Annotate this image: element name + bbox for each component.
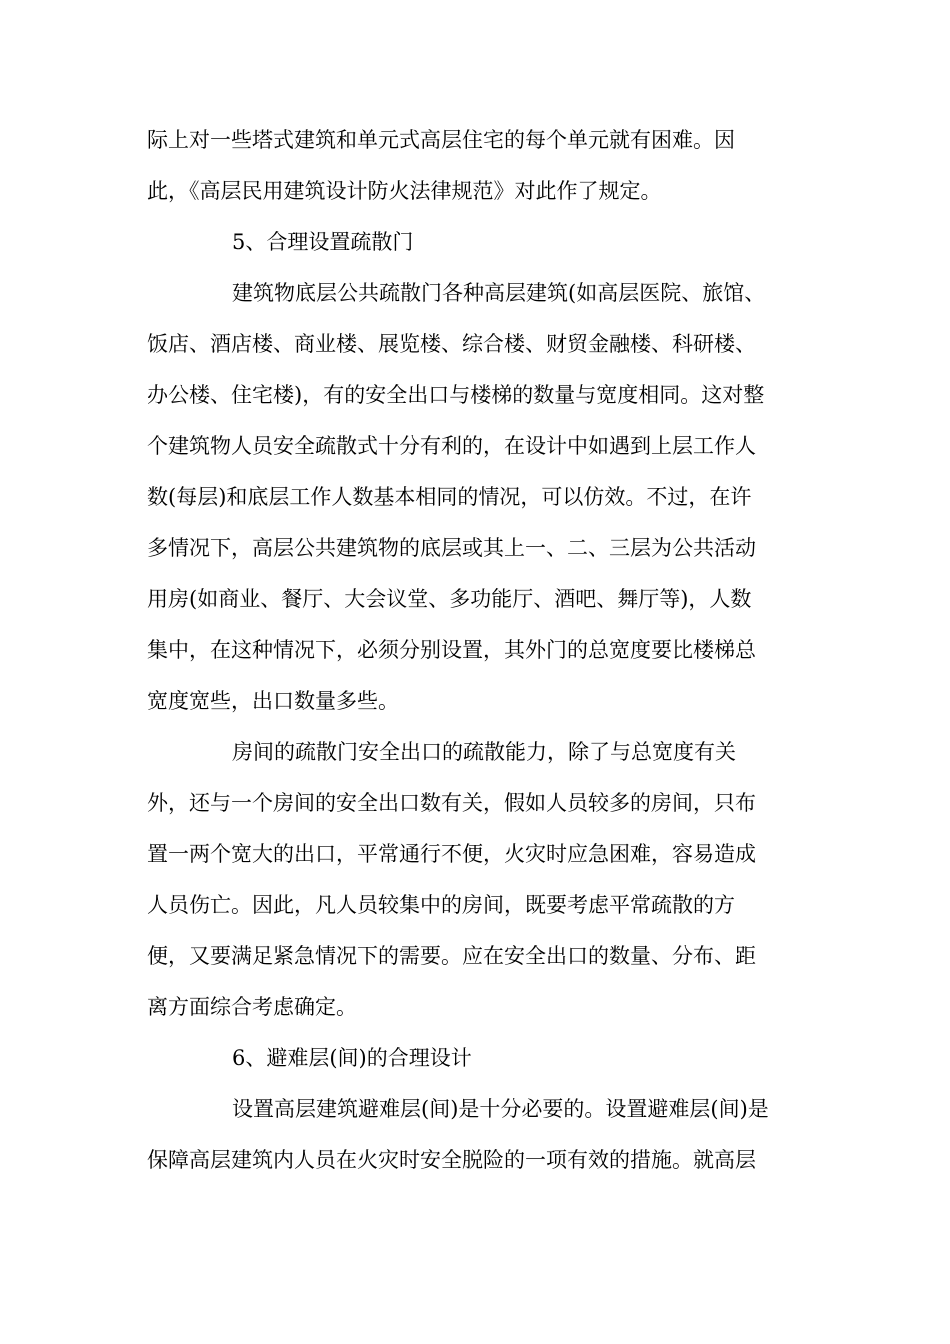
section-heading: 5、合理设置疏散门 bbox=[232, 230, 414, 254]
text-line: 人员伤亡。因此，凡人员较集中的房间，既要考虑平常疏散的方 bbox=[147, 893, 735, 917]
text-line: 此，《高层民用建筑设计防火法律规范》对此作了规定。 bbox=[147, 179, 662, 203]
text-line: 际上对一些塔式建筑和单元式高层住宅的每个单元就有困难。因 bbox=[147, 128, 735, 152]
text-line: 集中，在这种情况下，必须分别设置，其外门的总宽度要比楼梯总 bbox=[147, 638, 756, 662]
text-line: 饭店、酒店楼、商业楼、展览楼、综合楼、财贸金融楼、科研楼、 bbox=[147, 332, 756, 356]
text-line: 置一两个宽大的出口，平常通行不便，火灾时应急困难，容易造成 bbox=[147, 842, 756, 866]
text-line: 房间的疏散门安全出口的疏散能力，除了与总宽度有关 bbox=[232, 740, 736, 764]
text-line: 设置高层建筑避难层(间)是十分必要的。设置避难层(间)是 bbox=[232, 1097, 769, 1121]
text-line: 外，还与一个房间的安全出口数有关，假如人员较多的房间，只布 bbox=[147, 791, 756, 815]
text-line: 便，又要满足紧急情况下的需要。应在安全出口的数量、分布、距 bbox=[147, 944, 756, 968]
section-heading: 6、避难层(间)的合理设计 bbox=[232, 1046, 472, 1070]
text-line: 离方面综合考虑确定。 bbox=[147, 995, 357, 1019]
text-line: 多情况下，高层公共建筑物的底层或其上一、二、三层为公共活动 bbox=[147, 536, 756, 560]
text-line: 数(每层)和底层工作人数基本相同的情况，可以仿效。不过，在许 bbox=[147, 485, 752, 509]
text-line: 保障高层建筑内人员在火灾时安全脱险的一项有效的措施。就高层 bbox=[147, 1148, 756, 1172]
text-line: 用房(如商业、餐厅、大会议堂、多功能厅、酒吧、舞厅等)，人数 bbox=[147, 587, 752, 611]
text-line: 建筑物底层公共疏散门各种高层建筑(如高层医院、旅馆、 bbox=[232, 281, 766, 305]
text-line: 办公楼、住宅楼)，有的安全出口与楼梯的数量与宽度相同。这对整 bbox=[147, 383, 765, 407]
text-line: 个建筑物人员安全疏散式十分有利的，在设计中如遇到上层工作人 bbox=[147, 434, 756, 458]
text-line: 宽度宽些，出口数量多些。 bbox=[147, 689, 399, 713]
